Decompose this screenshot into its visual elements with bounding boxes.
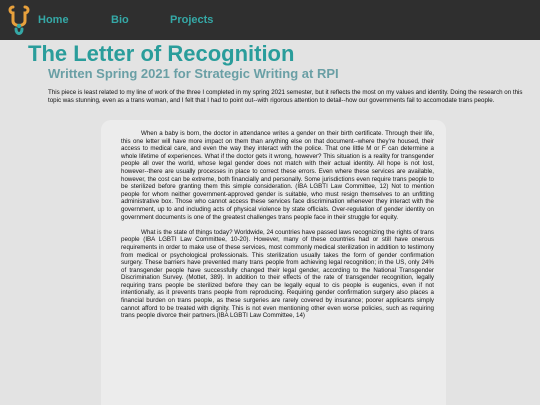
nav-projects-link[interactable]: Projects	[170, 14, 214, 26]
nav-home-link[interactable]: Home	[38, 14, 69, 26]
page-title: The Letter of Recognition	[28, 41, 295, 66]
essay-card	[101, 120, 446, 405]
essay-paragraph: What is the state of things today? Worldwide, 24 countries have passed laws recognizing the rights of trans people (IBA LGBTI Law Committee, 10-20). However, many of these countries had or still have onerous requirements in order to make use of these services, most commonly medical sterilization in addition to testimony from medical or psychological professionals. This sterilization usually takes the form of gender confirmation surgery. These barriers have prevented many trans people from achieving legal recognition; in the US, only 24% of transgender people have successfully changed their legal gender, according to the National Transgender Discrimination Survey. (Mottet, 389). In addition to their effects of the rate of transgender recognition, legally requiring trans people be sterilized before they can be legally equal to cis people is eugenics, even if not intentionally, as it prevents trans people from reproducing. Requiring gender confirmation surgery also places a financial burden on trans people, as these surgeries are rarely covered by insurance; poorer applicants simply cannot afford to be treated with dignity. This is not even mentioning other even worse policies, such as requiring trans people divorce their partners.(IBA LGBTI Law Committee, 14)	[121, 228, 434, 320]
site-logo-icon[interactable]	[7, 5, 31, 37]
top-navbar	[0, 0, 540, 40]
intro-paragraph: This piece is least related to my line of work of the three I completed in my spring 2021 semester, but it reflects the most on my values and identity. Doing the research on this topic was stunning, even as a trans woman, and I felt that I had to point out--with rigorous attention to detail--how our governments fail to accomodate trans people.	[48, 89, 523, 104]
page-subtitle: Written Spring 2021 for Strategic Writing at RPI	[48, 66, 339, 81]
essay-paragraph: When a baby is born, the doctor in attendance writes a gender on their birth certificate. Through their life, this one letter will have more impact on them than anything else on that document--where they're housed, their access to medical care, and even the way they interact with the police. That one little M or F can determine a whole lifetime of experiences. What if the doctor gets it wrong, however? This situation is a reality for transgender people all over the world, whose legal gender does not match with their actual identity. All hope is not lost, however--there are usually processes in place to correct these errors. Even where these services are available, however, the cost can be extreme, both financially and personally. Some jurisdictions even require trans people to be sterilized before granting them this simple consideration. (IBA LGBTI Law Committee, 12) Not to mention people for whom neither government-approved gender is suitable, who must resign themselves to an unfitting administrative box. Those who cannot access these services face discrimination whenever they interact with the government, up to and including acts of physical violence by state officials. Over-regulation of gender identity on government documents is one of the greatest challenges trans people face in their struggle for equity.	[121, 130, 434, 221]
nav-bio-link[interactable]: Bio	[111, 14, 129, 26]
